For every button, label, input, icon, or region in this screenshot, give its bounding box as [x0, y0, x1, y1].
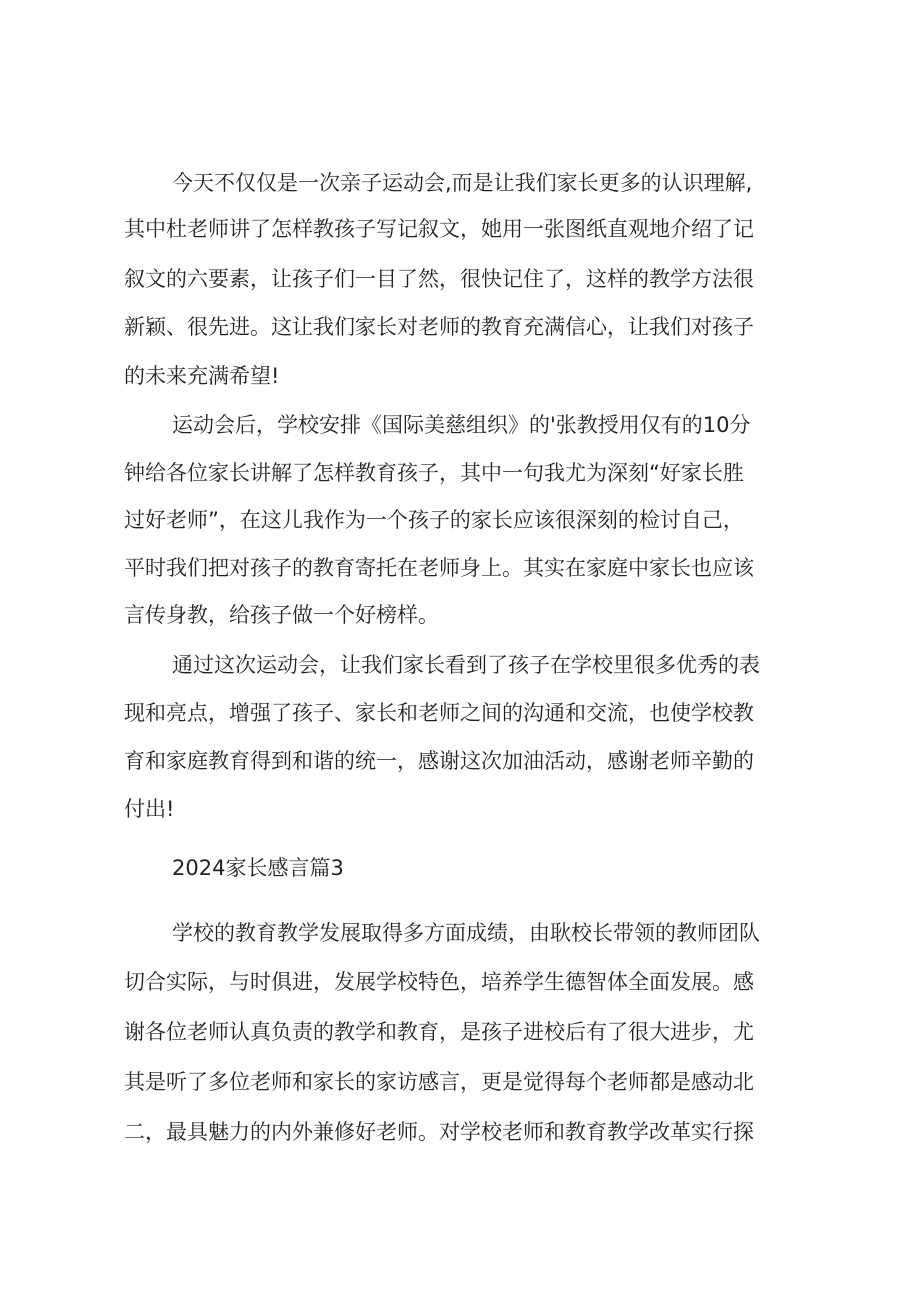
paragraph-3-line-2: 现和亮点，增强了孩子、家长和老师之间的沟通和交流，也使学校教 [124, 701, 754, 725]
paragraph-1-line-1: 今天不仅仅是一次亲子运动会,而是让我们家长更多的认识理解, [172, 171, 753, 195]
paragraph-3-line-4: 付出! [124, 797, 175, 821]
paragraph-4-line-2: 切合实际，与时俱进，发展学校特色，培养学生德智体全面发展。感 [124, 970, 754, 994]
paragraph-2-line-2: 钟给各位家长讲解了怎样教育孩子，其中一句我尤为深刻“好家长胜 [124, 461, 744, 485]
paragraph-3-line-1: 通过这次运动会，让我们家长看到了孩子在学校里很多优秀的表 [172, 653, 760, 677]
section-heading: 2024家长感言篇3 [172, 856, 344, 880]
paragraph-4-line-4: 其是听了多位老师和家长的家访感言，更是觉得每个老师都是感动北 [124, 1070, 754, 1094]
paragraph-1-line-3: 叙文的六要素，让孩子们一目了然，很快记住了，这样的教学方法很 [124, 267, 754, 291]
paragraph-3-line-3: 育和家庭教育得到和谐的统一，感谢这次加油活动，感谢老师辛勤的 [124, 749, 754, 773]
paragraph-1-line-5: 的未来充满希望! [124, 364, 280, 388]
paragraph-2-line-3: 过好老师”，在这儿我作为一个孩子的家长应该很深刻的检讨自己， [124, 508, 744, 532]
paragraph-4-line-5: 二，最具魅力的内外兼修好老师。对学校老师和教育教学改革实行探 [124, 1120, 754, 1144]
paragraph-2-line-1: 运动会后，学校安排《国际美慈组织》的'张教授用仅有的10分 [172, 413, 751, 437]
paragraph-2-line-5: 言传身教，给孩子做一个好榜样。 [124, 603, 439, 627]
paragraph-4-line-3: 谢各位老师认真负责的教学和教育，是孩子进校后有了很大进步，尤 [124, 1020, 754, 1044]
paragraph-4-line-1: 学校的教育教学发展取得多方面成绩，由耿校长带领的教师团队 [172, 921, 760, 945]
paragraph-2-line-4: 平时我们把对孩子的教育寄托在老师身上。其实在家庭中家长也应该 [124, 556, 754, 580]
paragraph-1-line-2: 其中杜老师讲了怎样教孩子写记叙文，她用一张图纸直观地介绍了记 [124, 217, 754, 241]
paragraph-1-line-4: 新颖、很先进。这让我们家长对老师的教育充满信心，让我们对孩子 [124, 315, 754, 339]
